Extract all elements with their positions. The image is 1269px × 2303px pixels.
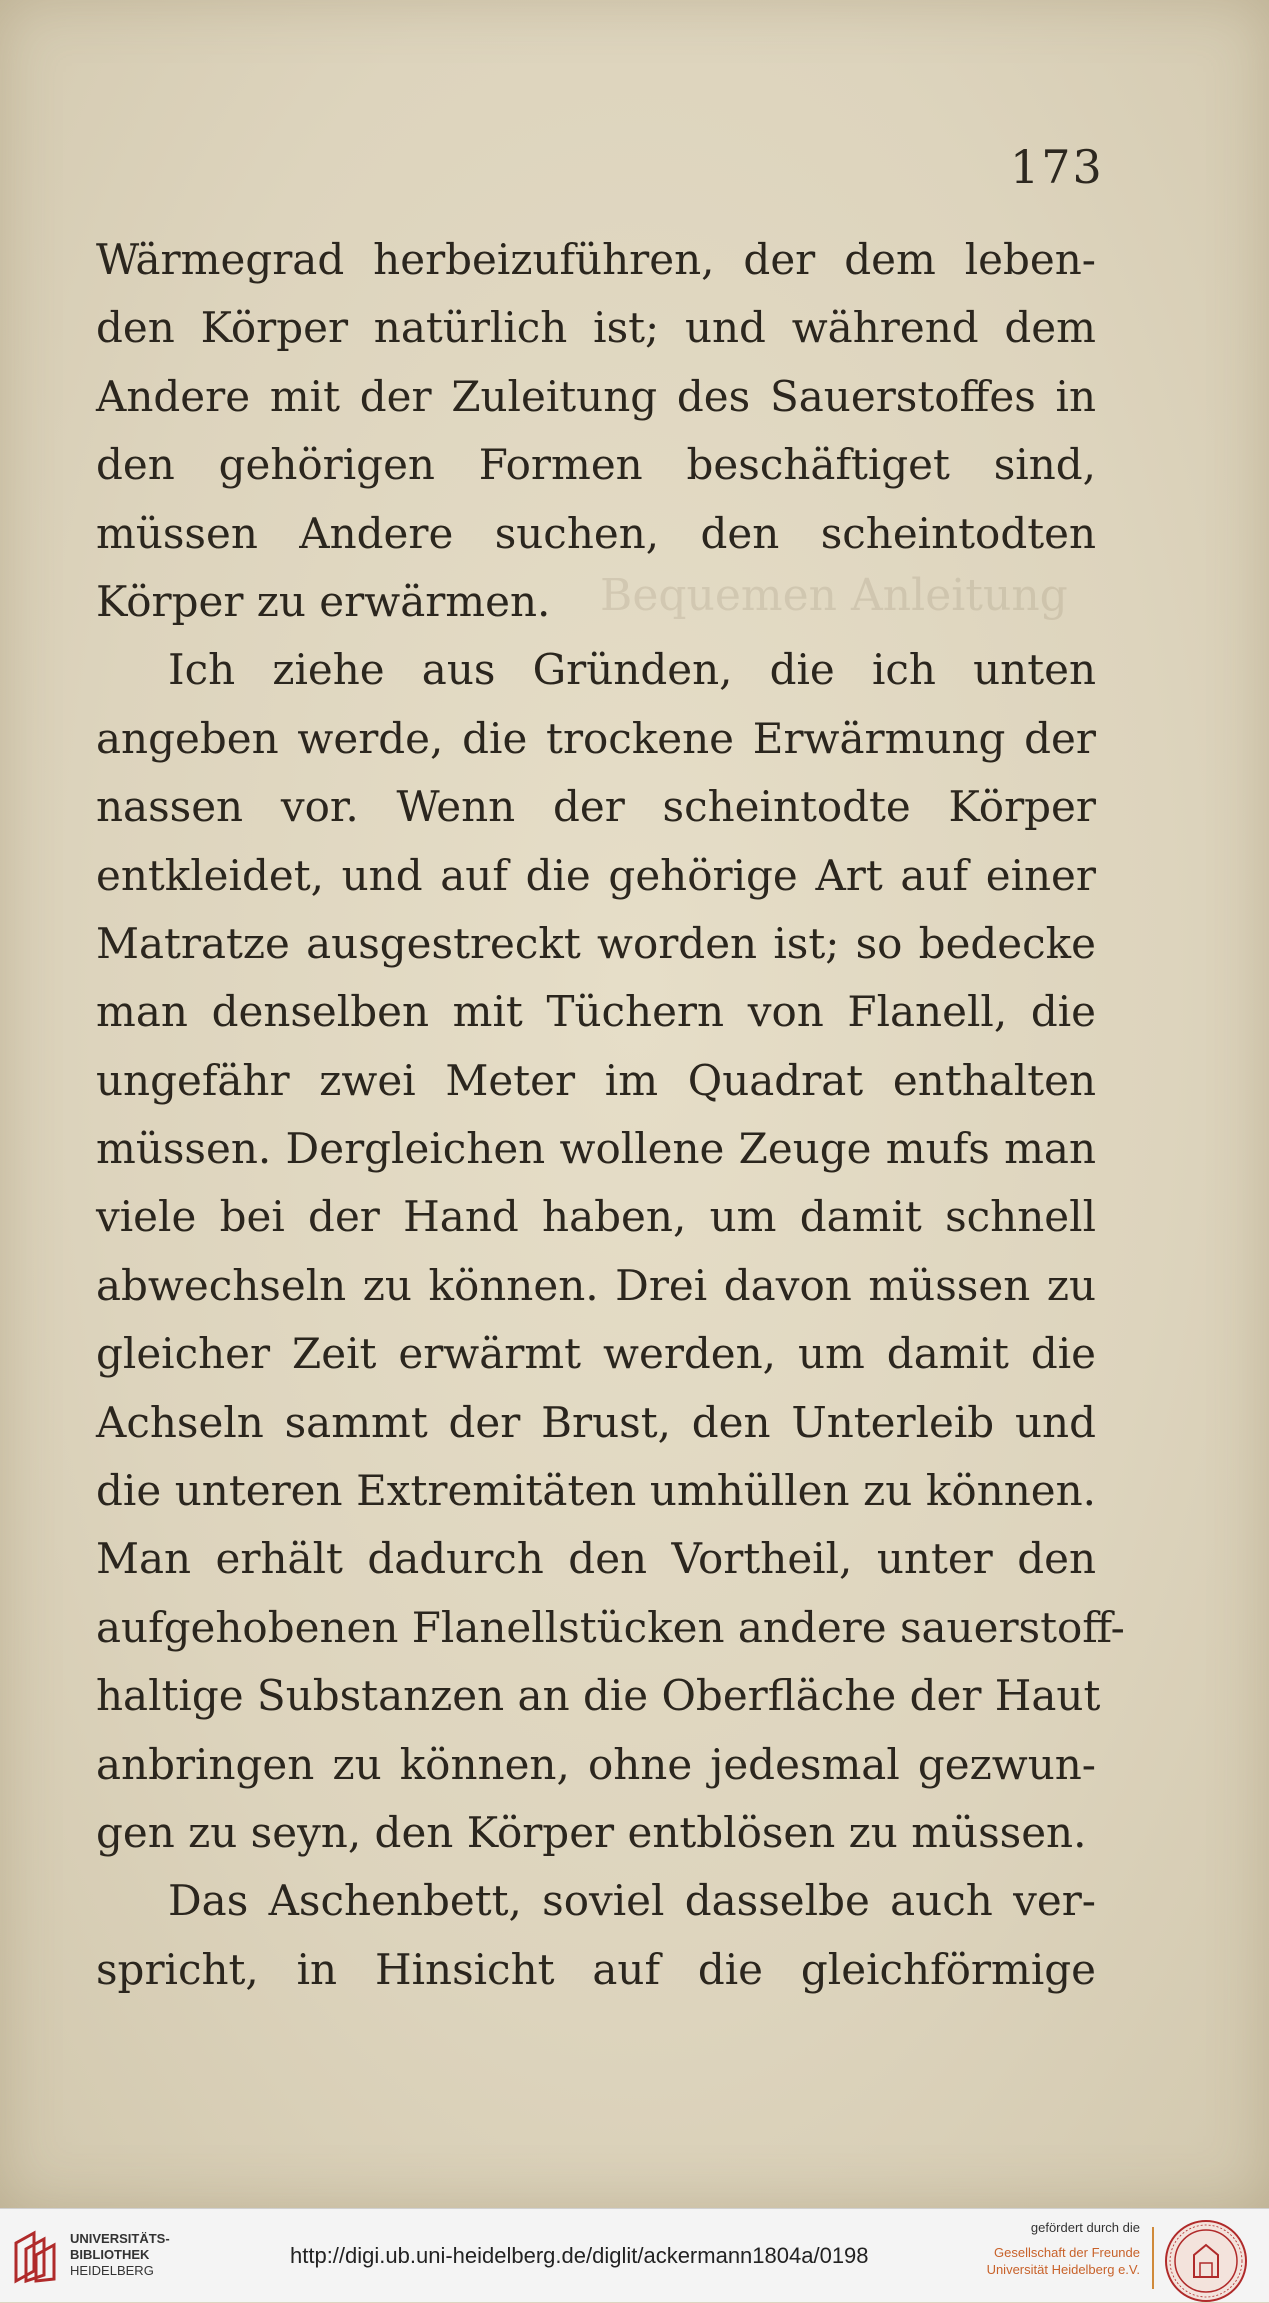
library-name [70, 2231, 170, 2279]
text-line: viele bei der Hand haben, um damit schnell [96, 1192, 1096, 1242]
text-line: Wärmegrad herbeizuführen, der dem leben- [96, 235, 1096, 284]
text-line: Achseln sammt der Brust, den Unterleib und [96, 1397, 1096, 1447]
text-line: spricht, in Hinsicht auf die gleichförmige [96, 1944, 1096, 1994]
text-line: gleicher Zeit erwärmt werden, um damit die [96, 1329, 1096, 1379]
footer-divider [1152, 2227, 1154, 2289]
text-line: anbringen zu können, ohne jedesmal gezwun- [96, 1739, 1096, 1789]
text-line: müssen. Dergleichen wollene Zeuge mufs man [96, 1124, 1096, 1174]
permalink-url[interactable]: http://digi.ub.uni-heidelberg.de/diglit/ackermann1804a/0198 [290, 2243, 869, 2268]
university-seal-icon [1164, 2219, 1248, 2303]
text-line: Das Aschenbett, soviel dasselbe auch ver- [168, 1876, 1096, 1926]
bleed-through-text: Bequemen Anleitung [600, 570, 1068, 621]
library-name-line: UNIVERSITÄTS- [70, 2231, 170, 2246]
text-line: Andere mit der Zuleitung des Sauerstoffes in [96, 371, 1096, 421]
text-line: die unteren Extremitäten umhüllen zu können. [96, 1466, 1096, 1516]
sponsor-name-line: Gesellschaft der Freunde [994, 2245, 1140, 2260]
text-line: Ich ziehe aus Gründen, die ich unten [168, 645, 1096, 695]
text-line: nassen vor. Wenn der scheintodte Körper [96, 782, 1096, 832]
text-line: man denselben mit Tüchern von Flanell, die [96, 987, 1096, 1037]
sponsor-intro: gefördert durch die [1030, 2220, 1140, 2235]
text-line: gen zu seyn, den Körper entblösen zu müssen. [96, 1807, 1087, 1857]
text-line: Körper zu erwärmen. [96, 576, 551, 626]
text-line: ungefähr zwei Meter im Quadrat enthalten [96, 1055, 1096, 1105]
text-line: angeben werde, die trockene Erwärmung der [96, 713, 1096, 763]
text-line: aufgehobenen Flanellstücken andere sauerstoff- [96, 1602, 1125, 1652]
footer-bar [0, 2208, 1269, 2302]
text-line: Man erhält dadurch den Vortheil, unter den [96, 1534, 1096, 1584]
sponsor-name-line: Universität Heidelberg e.V. [986, 2262, 1140, 2277]
text-line: abwechseln zu können. Drei davon müssen zu [96, 1260, 1096, 1310]
text-line: entkleidet, und auf die gehörige Art auf einer [96, 850, 1096, 900]
text-line: müssen Andere suchen, den scheintodten [96, 508, 1096, 558]
library-logo-icon [12, 2229, 62, 2285]
sponsor-credit [960, 2219, 1140, 2278]
library-name-line: BIBLIOTHEK [70, 2247, 150, 2262]
text-line: den gehörigen Formen beschäftiget sind, [96, 440, 1096, 490]
text-line: den Körper natürlich ist; und während dem [96, 303, 1096, 353]
text-line: haltige Substanzen an die Oberfläche der Haut [96, 1671, 1101, 1721]
page-number: 173 [1010, 140, 1104, 194]
text-line: Matratze ausgestreckt worden ist; so bedecke [96, 918, 1096, 968]
body-text [96, 226, 1125, 2004]
library-name-line: HEIDELBERG [70, 2263, 154, 2278]
